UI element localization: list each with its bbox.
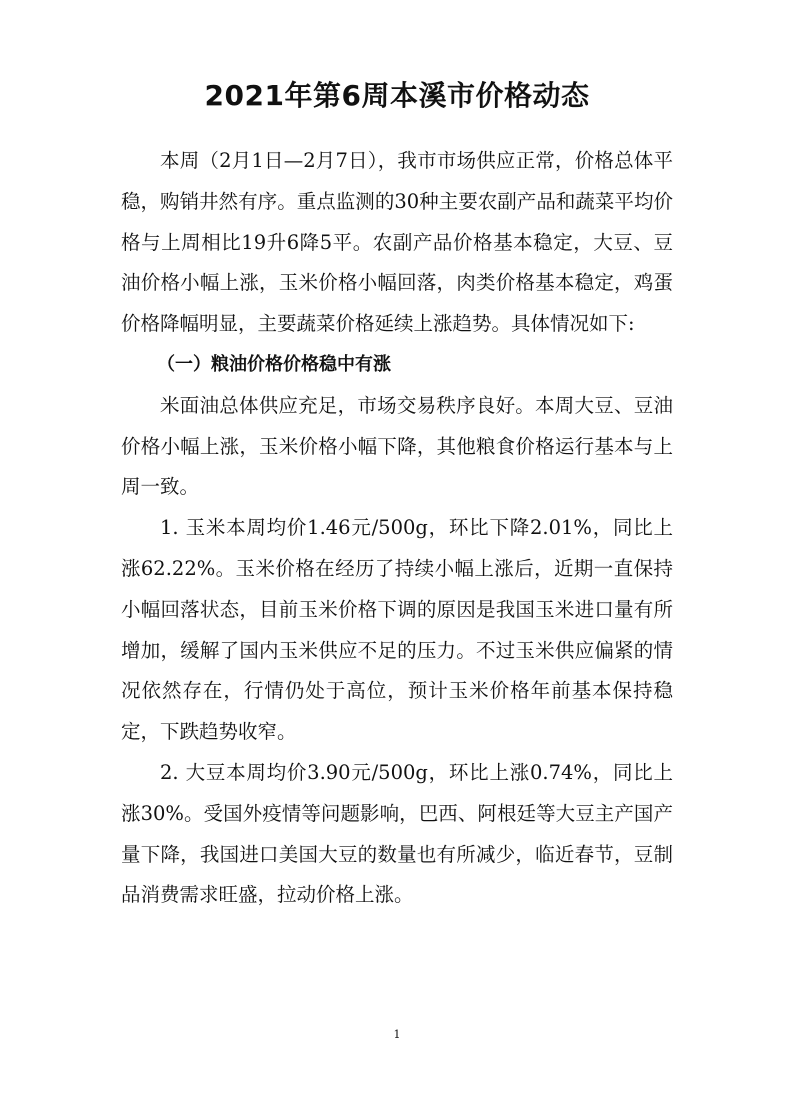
grain-oil-summary-paragraph: 米面油总体供应充足，市场交易秩序良好。本周大豆、豆油价格小幅上涨，玉米价格小幅下降，其他粮食价格运行基本与上周一致。: [121, 393, 673, 499]
intro-paragraph: 本周（2月1日—2月7日），我市市场供应正常，价格总体平稳，购销井然有序。重点监测的30种主要农副产品和蔬菜平均价格与上周相比19升6降5平。农副产品价格基本稳定，大豆、豆油价格小幅上涨，玉米价格小幅回落，肉类价格基本稳定，鸡蛋价格降幅明显，主要蔬菜价格延续上涨趋势。具体情况如下:: [121, 149, 673, 336]
section-heading-grain-oil: （一）粮油价格价格稳中有涨: [157, 353, 391, 375]
document-body: [121, 141, 673, 916]
document-title: 2021年第6周本溪市价格动态: [204, 79, 590, 112]
corn-price-paragraph: 1. 玉米本周均价1.46元/500g，环比下降2.01%，同比上涨62.22%。玉米价格在经历了持续小幅上涨后，近期一直保持小幅回落状态，目前玉米价格下调的原因是我国玉米进口量有所增加，缓解了国内玉米供应不足的压力。不过玉米供应偏紧的情况依然存在，行情仍处于高位，预计玉米价格年前基本保持稳定，下跌趋势收窄。: [121, 516, 673, 744]
page-number: 1: [393, 1028, 401, 1041]
soybean-price-paragraph: 2. 大豆本周均价3.90元/500g，环比上涨0.74%，同比上涨30%。受国外疫情等问题影响，巴西、阿根廷等大豆主产国产量下降，我国进口美国大豆的数量也有所减少，临近春节，豆制品消费需求旺盛，拉动价格上涨。: [121, 760, 673, 907]
